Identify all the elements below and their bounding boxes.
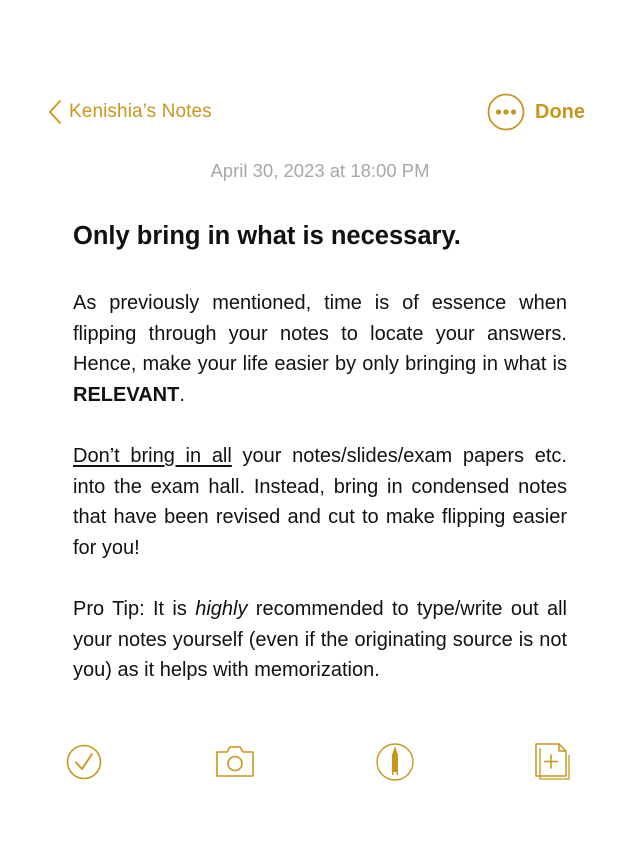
checklist-icon — [64, 742, 104, 782]
note-paragraph-2 — [73, 441, 567, 563]
paragraph-1-end: . — [179, 383, 185, 406]
camera-button[interactable] — [214, 742, 254, 782]
note-body[interactable] — [73, 288, 567, 717]
camera-icon — [214, 742, 254, 782]
note-paragraph-3 — [73, 594, 567, 686]
relevant-bold-text: RELEVANT — [73, 383, 180, 406]
paragraph-1-text: As previously mentioned, time is of essence when flipping through your notes to locate your answers. Hence, make your life easier by only bringing in what is — [73, 292, 567, 375]
new-note-button[interactable] — [533, 742, 573, 782]
highly-italic-text: highly — [195, 598, 248, 620]
checklist-button[interactable] — [64, 742, 104, 782]
note-paragraph-1 — [73, 288, 567, 410]
markup-pen-icon — [375, 742, 415, 782]
more-options-button[interactable] — [487, 93, 525, 131]
markup-button[interactable] — [375, 742, 415, 782]
underlined-text: Don’t bring in all — [73, 445, 232, 467]
new-note-icon — [533, 742, 573, 782]
more-ellipsis-icon — [487, 93, 525, 131]
paragraph-3-text: recommended to type/write out all your notes yourself (even if the originating source is not you) as it helps with memorization. — [73, 598, 567, 681]
paragraph-3-start: Pro Tip: It is — [73, 598, 196, 620]
back-button-label: Kenishia’s Notes — [69, 101, 212, 122]
note-timestamp: April 30, 2023 at 18:00 PM — [210, 160, 430, 181]
paragraph-2-text: your notes/slides/exam papers etc. into the exam hall. Instead, bring in condensed notes that have been revised and cut to make flipping easier for you! — [73, 445, 567, 559]
done-button[interactable]: Done — [535, 101, 585, 123]
chevron-left-icon — [48, 99, 62, 125]
back-button[interactable] — [48, 98, 212, 126]
note-title: Only bring in what is necessary. — [73, 222, 461, 250]
